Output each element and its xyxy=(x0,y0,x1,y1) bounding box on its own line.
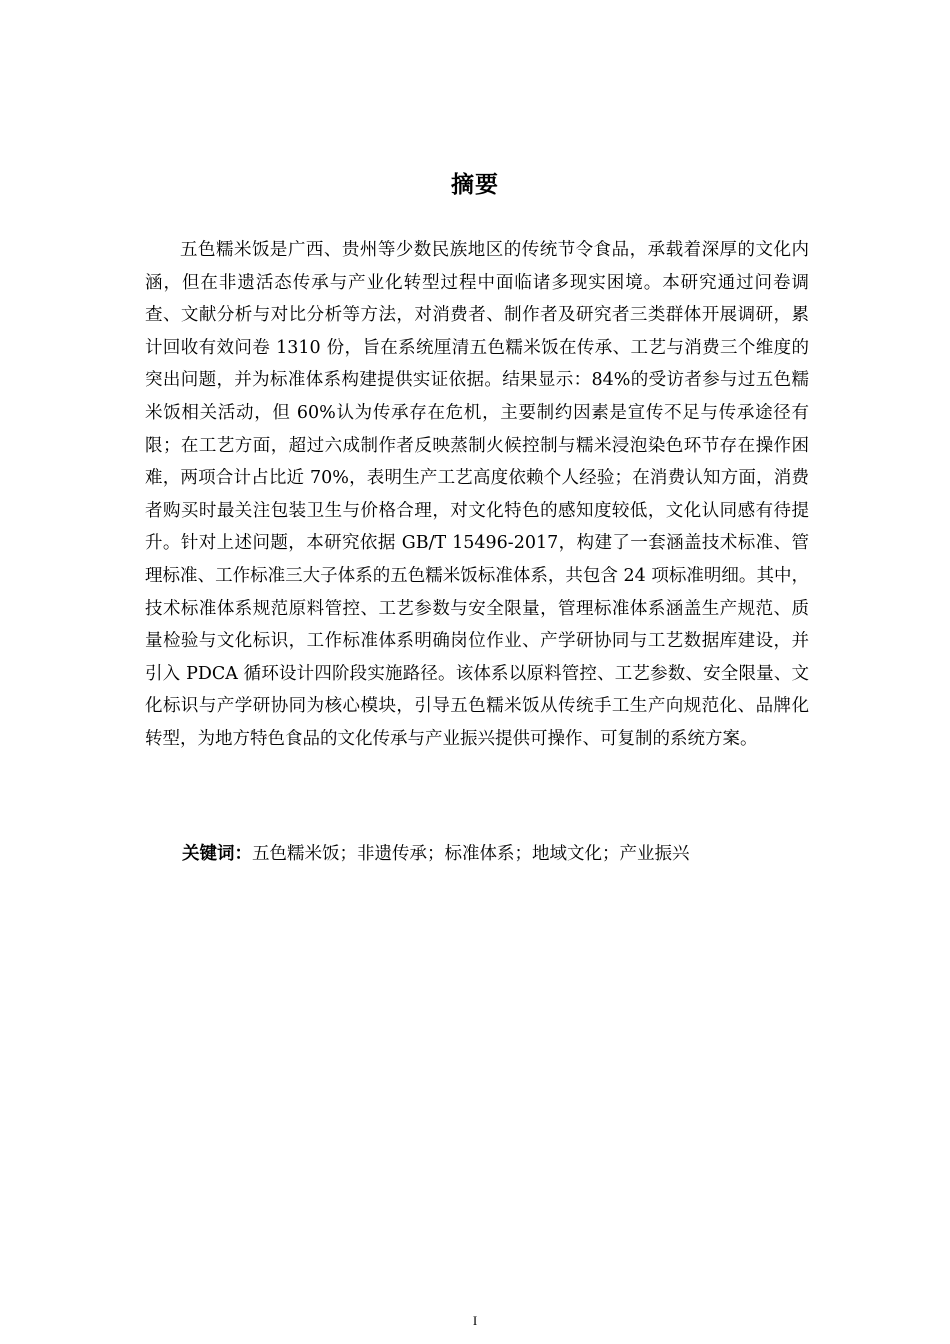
abstract-body: 五色糯米饭是广西、贵州等少数民族地区的传统节令食品，承载着深厚的文化内涵，但在非遗活态传承与产业化转型过程中面临诸多现实困境。本研究通过问卷调查、文献分析与对比分析等方法，对消费者、制作者及研究者三类群体开展调研，累计回收有效问卷 1310 份，旨在系统厘清五色糯米饭在传承、工艺与消费三个维度的突出问题，并为标准体系构建提供实证依据。结果显示：84%的受访者参与过五色糯米饭相关活动，但 60%认为传承存在危机，主要制约因素是宣传不足与传承途径有限；在工艺方面，超过六成制作者反映蒸制火候控制与糯米浸泡染色环节存在操作困难，两项合计占比近 70%，表明生产工艺高度依赖个人经验；在消费认知方面，消费者购买时最关注包装卫生与价格合理，对文化特色的感知度较低，文化认同感有待提升。针对上述问题，本研究依据 GB/T 15496-2017，构建了一套涵盖技术标准、管理标准、工作标准三大子体系的五色糯米饭标准体系，共包含 24 项标准明细。其中，技术标准体系规范原料管控、工艺参数与安全限量，管理标准体系涵盖生产规范、质量检验与文化标识，工作标准体系明确岗位作业、产学研协同与工艺数据库建设，并引入 PDCA 循环设计四阶段实施路径。该体系以原料管控、工艺参数、安全限量、文化标识与产学研协同为核心模块，引导五色糯米饭从传统手工生产向规范化、品牌化转型，为地方特色食品的文化传承与产业振兴提供可操作、可复制的系统方案。 xyxy=(145,240,809,749)
page-number: I xyxy=(472,1313,478,1328)
abstract-title: 摘要 xyxy=(451,172,499,198)
keywords-text: 五色糯米饭；非遗传承；标准体系；地域文化；产业振兴 xyxy=(252,844,690,864)
keywords-label: 关键词： xyxy=(182,844,252,864)
keywords-line xyxy=(182,838,822,870)
